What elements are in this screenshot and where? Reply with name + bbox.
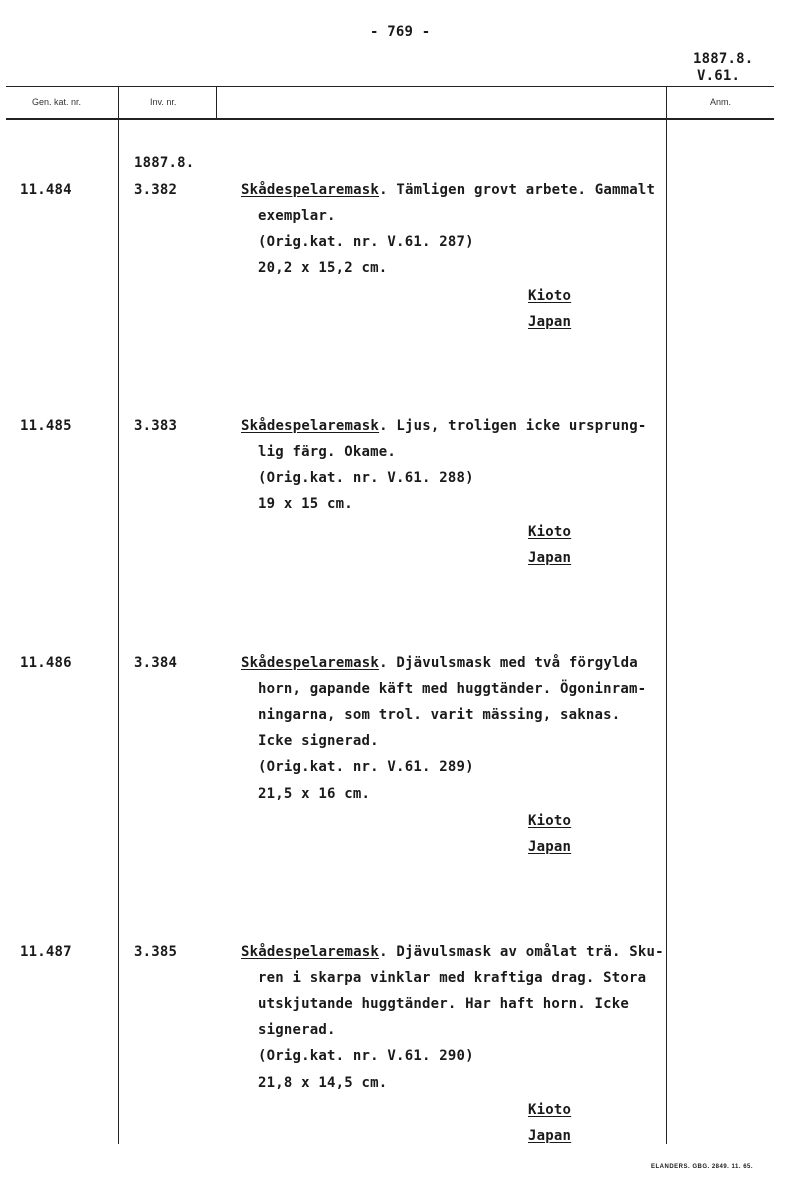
- entry-first-line: [241, 944, 664, 960]
- entry-title: Skådespelaremask: [241, 182, 380, 198]
- entry-line: (Orig.kat. nr. V.61. 290): [258, 1048, 474, 1064]
- entry-city: Kioto: [528, 1102, 572, 1118]
- entry-line: (Orig.kat. nr. V.61. 288): [258, 470, 474, 486]
- entry-line: 19 x 15 cm.: [258, 496, 353, 512]
- entry-first-line: [241, 418, 647, 434]
- printer-footer: ELANDERS. GBG. 2849. 11. 65.: [651, 1164, 754, 1170]
- entry-city: Kioto: [528, 288, 572, 304]
- entry-country: Japan: [528, 550, 572, 566]
- entry-first-line: [241, 182, 655, 198]
- entry-line: exemplar.: [258, 208, 336, 224]
- header-top-rule: [6, 86, 774, 87]
- column-header-inv-nr: Inv. nr.: [150, 97, 177, 107]
- entry-title: Skådespelaremask: [241, 418, 380, 434]
- entry-line: utskjutande huggtänder. Har haft horn. Icke: [258, 996, 630, 1012]
- entry-description: . Tämligen grovt arbete. Gammalt: [379, 182, 656, 198]
- column-header-anm: Anm.: [710, 97, 732, 107]
- entry-city: Kioto: [528, 813, 572, 829]
- entry-line: 20,2 x 15,2 cm.: [258, 260, 388, 276]
- entry-line: signerad.: [258, 1022, 336, 1038]
- entry-title: Skådespelaremask: [241, 944, 380, 960]
- inv-number: 3.385: [134, 944, 178, 960]
- inv-number: 3.383: [134, 418, 178, 434]
- column-header-gen-kat-nr: Gen. kat. nr.: [32, 97, 82, 107]
- page-ref-year: 1887.8.: [693, 51, 754, 67]
- entry-title: Skådespelaremask: [241, 655, 380, 671]
- inv-number: 3.382: [134, 182, 178, 198]
- entry-description: . Djävulsmask av omålat trä. Sku-: [379, 944, 664, 960]
- gen-kat-number: 11.487: [20, 944, 72, 960]
- entry-country: Japan: [528, 839, 572, 855]
- group-reference: 1887.8.: [134, 155, 195, 171]
- gen-kat-number: 11.484: [20, 182, 72, 198]
- entry-line: (Orig.kat. nr. V.61. 287): [258, 234, 474, 250]
- gen-kat-number: 11.485: [20, 418, 72, 434]
- column-rule-1: [118, 86, 119, 1144]
- column-rule-3: [666, 86, 667, 1144]
- column-rule-2: [216, 86, 217, 120]
- entry-line: ren i skarpa vinklar med kraftiga drag. Stora: [258, 970, 647, 986]
- entry-description: . Djävulsmask med två förgylda: [379, 655, 638, 671]
- entry-line: Icke signerad.: [258, 733, 379, 749]
- entry-line: horn, gapande käft med huggtänder. Ögoninram-: [258, 681, 647, 697]
- entry-line: 21,8 x 14,5 cm.: [258, 1075, 388, 1091]
- entry-line: lig färg. Okame.: [258, 444, 397, 460]
- page-ref-series: V.61.: [697, 68, 741, 84]
- entry-country: Japan: [528, 1128, 572, 1144]
- entry-country: Japan: [528, 314, 572, 330]
- entry-first-line: [241, 655, 638, 671]
- gen-kat-number: 11.486: [20, 655, 72, 671]
- inv-number: 3.384: [134, 655, 178, 671]
- entry-city: Kioto: [528, 524, 572, 540]
- entry-line: ningarna, som trol. varit mässing, saknas.: [258, 707, 621, 723]
- entry-line: (Orig.kat. nr. V.61. 289): [258, 759, 474, 775]
- header-bottom-rule: [6, 118, 774, 120]
- page-number: - 769 -: [370, 24, 431, 40]
- entry-line: 21,5 x 16 cm.: [258, 786, 371, 802]
- entry-description: . Ljus, troligen icke ursprung-: [379, 418, 647, 434]
